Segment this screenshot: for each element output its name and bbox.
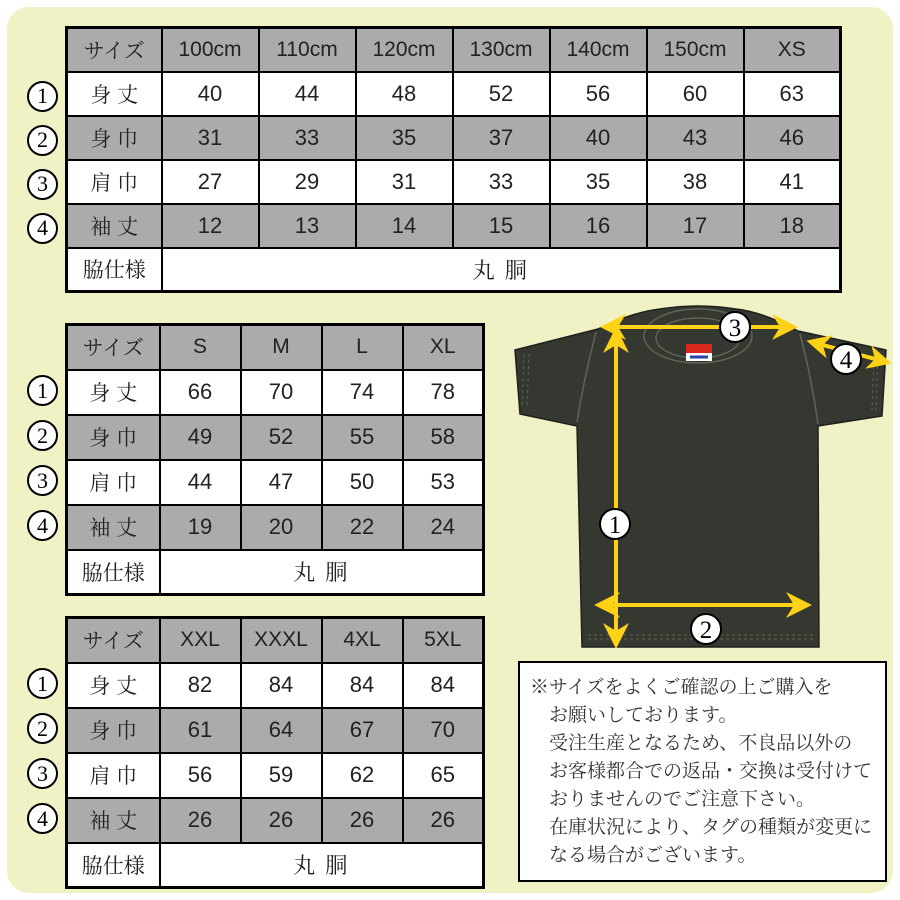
circled-number-2: 2 <box>27 420 58 451</box>
measure-row <box>67 72 841 116</box>
measure-label: 身 丈 <box>67 663 160 708</box>
size-value: 15 <box>453 204 550 248</box>
size-value: 46 <box>744 116 841 160</box>
circled-number-3: 3 <box>27 465 58 496</box>
measure-label: 身 巾 <box>67 116 162 160</box>
size-value: 56 <box>550 72 647 116</box>
size-value: 58 <box>403 415 484 460</box>
size-value: 33 <box>453 160 550 204</box>
size-value: 53 <box>403 460 484 505</box>
size-column-header: 140cm <box>550 28 647 72</box>
size-table-adult <box>65 323 485 596</box>
size-column-header: XXXL <box>241 618 322 663</box>
measure-number-column <box>20 616 65 841</box>
footer-label: 脇仕様 <box>67 550 160 595</box>
footer-row <box>67 550 484 595</box>
size-column-header: M <box>241 325 322 370</box>
svg-text:1: 1 <box>608 512 622 539</box>
diagram-number-4 <box>831 344 861 374</box>
size-value: 18 <box>744 204 841 248</box>
size-value: 61 <box>160 708 241 753</box>
size-value: 14 <box>356 204 453 248</box>
footer-row <box>67 248 841 292</box>
circled-number-1: 1 <box>27 668 58 699</box>
measure-row <box>67 753 484 798</box>
footer-label: 脇仕様 <box>67 843 160 888</box>
measure-number-slot <box>27 503 58 548</box>
circled-number-4: 4 <box>27 213 58 244</box>
size-value: 60 <box>647 72 744 116</box>
size-header-label: サイズ <box>67 28 162 72</box>
diagram-number-3 <box>720 312 750 342</box>
size-value: 26 <box>322 798 403 843</box>
size-value: 40 <box>162 72 259 116</box>
adult-size-table-block <box>20 323 485 596</box>
measure-label: 身 丈 <box>67 370 160 415</box>
header-row <box>67 325 484 370</box>
circled-number-2: 2 <box>27 125 58 156</box>
notice-line-7: なる場合がございます。 <box>549 845 757 866</box>
measure-label: 肩 巾 <box>67 460 160 505</box>
footer-value: 丸 胴 <box>160 843 484 888</box>
measure-row <box>67 505 484 550</box>
size-value: 49 <box>160 415 241 460</box>
size-value: 17 <box>647 204 744 248</box>
measure-row <box>67 663 484 708</box>
size-column-header: XS <box>744 28 841 72</box>
size-value: 33 <box>259 116 356 160</box>
size-value: 43 <box>647 116 744 160</box>
measure-row <box>67 116 841 160</box>
notice-line-5: おりませんのでご注意下さい。 <box>549 789 816 810</box>
measure-number-slot <box>27 413 58 458</box>
measure-number-slot <box>27 368 58 413</box>
size-value: 48 <box>356 72 453 116</box>
size-value: 70 <box>241 370 322 415</box>
measure-label: 身 丈 <box>67 72 162 116</box>
measure-number-slot <box>27 118 58 162</box>
footer-label: 脇仕様 <box>67 248 162 292</box>
size-value: 52 <box>241 415 322 460</box>
size-value: 70 <box>403 708 484 753</box>
measure-row <box>67 798 484 843</box>
big-size-table-host <box>65 616 485 889</box>
circled-number-4: 4 <box>27 803 58 834</box>
circled-number-3: 3 <box>27 169 58 200</box>
measure-number-slot <box>27 661 58 706</box>
size-value: 59 <box>241 753 322 798</box>
brand-tag <box>686 344 712 361</box>
header-row <box>67 618 484 663</box>
svg-text:4: 4 <box>839 347 853 374</box>
size-value: 31 <box>356 160 453 204</box>
size-value: 12 <box>162 204 259 248</box>
measure-number-column <box>20 323 65 548</box>
size-value: 26 <box>241 798 322 843</box>
size-value: 31 <box>162 116 259 160</box>
notice-line-3: 受注生産となるため、不良品以外の <box>549 733 853 754</box>
size-value: 44 <box>259 72 356 116</box>
circled-number-2: 2 <box>27 713 58 744</box>
measure-number-column <box>20 26 65 250</box>
size-column-header: 130cm <box>453 28 550 72</box>
size-value: 66 <box>160 370 241 415</box>
size-value: 24 <box>403 505 484 550</box>
measure-row <box>67 204 841 248</box>
notice-line-6: 在庫状況により、タグの種類が変更に <box>549 817 873 838</box>
size-value: 26 <box>160 798 241 843</box>
footer-row <box>67 843 484 888</box>
svg-text:2: 2 <box>699 617 713 644</box>
svg-text:3: 3 <box>728 315 742 342</box>
diagram-number-2 <box>691 614 721 644</box>
circled-number-1: 1 <box>27 81 58 112</box>
size-value: 78 <box>403 370 484 415</box>
size-column-header: L <box>322 325 403 370</box>
measure-row <box>67 708 484 753</box>
size-column-header: 4XL <box>322 618 403 663</box>
notice-line-2: お願いしております。 <box>549 705 738 726</box>
size-value: 62 <box>322 753 403 798</box>
measure-label: 肩 巾 <box>67 753 160 798</box>
size-column-header: 100cm <box>162 28 259 72</box>
measure-number-slot <box>27 751 58 796</box>
measure-number-slot <box>27 458 58 503</box>
size-column-header: S <box>160 325 241 370</box>
size-column-header: XL <box>403 325 484 370</box>
header-row <box>67 28 841 72</box>
size-value: 20 <box>241 505 322 550</box>
notice-line-1: ※サイズをよくご確認の上ご購入を <box>530 677 833 698</box>
measure-row <box>67 460 484 505</box>
size-value: 44 <box>160 460 241 505</box>
size-value: 82 <box>160 663 241 708</box>
measure-label: 身 巾 <box>67 415 160 460</box>
kids-size-table-block <box>20 26 842 293</box>
size-value: 13 <box>259 204 356 248</box>
size-value: 16 <box>550 204 647 248</box>
size-value: 65 <box>403 753 484 798</box>
measure-number-slot <box>27 706 58 751</box>
size-value: 74 <box>322 370 403 415</box>
size-value: 38 <box>647 160 744 204</box>
size-column-header: 5XL <box>403 618 484 663</box>
size-header-label: サイズ <box>67 325 160 370</box>
size-value: 47 <box>241 460 322 505</box>
size-column-header: 150cm <box>647 28 744 72</box>
measure-row <box>67 370 484 415</box>
size-value: 19 <box>160 505 241 550</box>
measure-row <box>67 415 484 460</box>
circled-number-3: 3 <box>27 758 58 789</box>
tshirt-measurement-diagram <box>498 302 900 664</box>
size-table-big <box>65 616 485 889</box>
big-size-table-block <box>20 616 485 889</box>
circled-number-4: 4 <box>27 510 58 541</box>
measure-number-slot <box>27 206 58 250</box>
size-value: 35 <box>356 116 453 160</box>
size-value: 84 <box>403 663 484 708</box>
size-value: 63 <box>744 72 841 116</box>
size-value: 41 <box>744 160 841 204</box>
size-column-header: 120cm <box>356 28 453 72</box>
measure-row <box>67 160 841 204</box>
notice-line-4: お客様都合での返品・交換は受付けて <box>549 761 873 782</box>
measure-label: 袖 丈 <box>67 505 160 550</box>
kids-size-table-host <box>65 26 842 293</box>
size-value: 40 <box>550 116 647 160</box>
size-value: 26 <box>403 798 484 843</box>
size-value: 55 <box>322 415 403 460</box>
size-value: 37 <box>453 116 550 160</box>
size-column-header: XXL <box>160 618 241 663</box>
size-value: 50 <box>322 460 403 505</box>
size-value: 29 <box>259 160 356 204</box>
size-value: 35 <box>550 160 647 204</box>
measure-number-slot <box>27 796 58 841</box>
size-value: 67 <box>322 708 403 753</box>
size-header-label: サイズ <box>67 618 160 663</box>
measure-label: 肩 巾 <box>67 160 162 204</box>
circled-number-1: 1 <box>27 375 58 406</box>
footer-value: 丸 胴 <box>160 550 484 595</box>
size-table-kids <box>65 26 842 293</box>
adult-size-table-host <box>65 323 485 596</box>
measure-number-slot <box>27 74 58 118</box>
measure-number-slot <box>27 162 58 206</box>
size-value: 64 <box>241 708 322 753</box>
size-value: 22 <box>322 505 403 550</box>
purchase-notice-box <box>518 661 887 882</box>
measure-label: 袖 丈 <box>67 204 162 248</box>
size-value: 27 <box>162 160 259 204</box>
footer-value: 丸 胴 <box>162 248 841 292</box>
measure-label: 身 巾 <box>67 708 160 753</box>
size-value: 56 <box>160 753 241 798</box>
size-value: 84 <box>241 663 322 708</box>
size-value: 52 <box>453 72 550 116</box>
size-value: 84 <box>322 663 403 708</box>
diagram-number-1 <box>600 509 630 539</box>
tshirt-graphic <box>498 302 900 664</box>
measure-label: 袖 丈 <box>67 798 160 843</box>
size-column-header: 110cm <box>259 28 356 72</box>
